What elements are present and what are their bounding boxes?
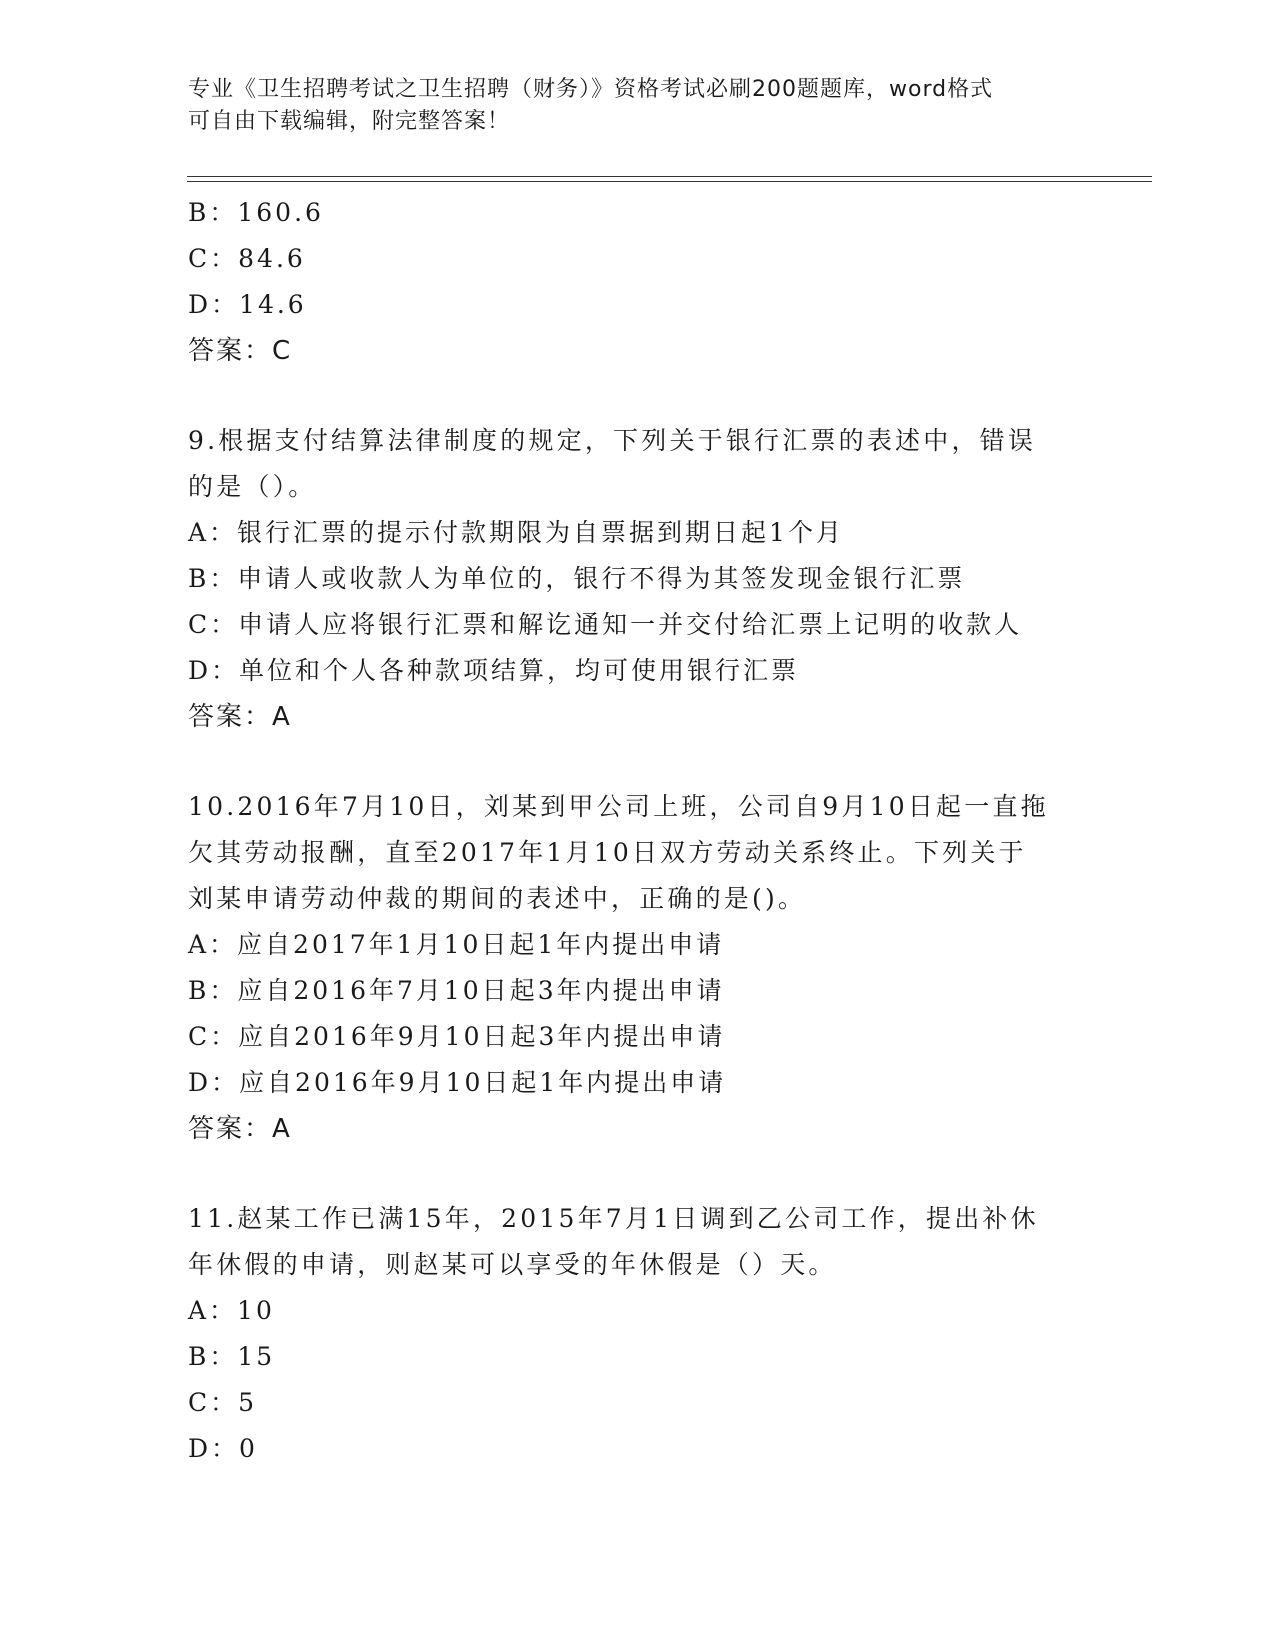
option-d: D：14.6 (188, 290, 307, 319)
spacer (188, 374, 1088, 418)
question-stem-line: 刘某申请劳动仲裁的期间的表述中，正确的是()。 (188, 884, 807, 913)
spacer (188, 1152, 1088, 1196)
question-9 (188, 418, 1088, 740)
option-b: B：15 (188, 1342, 276, 1371)
option-b: B：160.6 (188, 198, 324, 227)
option-c: C：5 (188, 1388, 258, 1417)
question-8-tail (188, 190, 1088, 374)
header-divider-top (187, 176, 1152, 177)
question-stem-line: 11.赵某工作已满15年，2015年7月1日调到乙公司工作，提出补休 (188, 1204, 1039, 1233)
option-c: C：申请人应将银行汇票和解讫通知一并交付给汇票上记明的收款人 (188, 610, 1023, 639)
option-d: D：应自2016年9月10日起1年内提出申请 (188, 1068, 727, 1097)
option-b: B：应自2016年7月10日起3年内提出申请 (188, 976, 725, 1005)
option-a: A：10 (188, 1296, 275, 1325)
question-stem-line: 的是（）。 (188, 472, 317, 501)
header-title-line-1: 专业《卫生招聘考试之卫生招聘（财务）》资格考试必刷200题题库，word格式 (188, 77, 994, 102)
option-a: A：银行汇票的提示付款期限为自票据到期日起1个月 (188, 518, 844, 547)
spacer (188, 740, 1088, 784)
header-title-line-2: 可自由下载编辑，附完整答案！ (188, 109, 511, 134)
option-b: B：申请人或收款人为单位的，银行不得为其签发现金银行汇票 (188, 564, 966, 593)
option-c: C：应自2016年9月10日起3年内提出申请 (188, 1022, 726, 1051)
answer-line: 答案：A (188, 702, 292, 732)
page-header (188, 74, 1068, 138)
question-stem-line: 10.2016年7月10日，刘某到甲公司上班，公司自9月10日起一直拖 (188, 792, 1049, 821)
question-list (188, 190, 1088, 1472)
option-d: D：0 (188, 1434, 258, 1463)
question-stem-line: 年休假的申请，则赵某可以享受的年休假是（）天。 (188, 1250, 837, 1279)
question-stem-line: 欠其劳动报酬，直至2017年1月10日双方劳动关系终止。下列关于 (188, 838, 1027, 867)
option-c: C：84.6 (188, 244, 306, 273)
question-stem-line: 9.根据支付结算法律制度的规定，下列关于银行汇票的表述中，错误 (188, 426, 1037, 455)
answer-line: 答案：C (188, 336, 293, 366)
option-a: A：应自2017年1月10日起1年内提出申请 (188, 930, 725, 959)
option-d: D：单位和个人各种款项结算，均可使用银行汇票 (188, 656, 800, 685)
answer-line: 答案：A (188, 1114, 292, 1144)
question-10 (188, 784, 1088, 1152)
header-divider-bottom (187, 181, 1152, 182)
question-11 (188, 1196, 1088, 1472)
